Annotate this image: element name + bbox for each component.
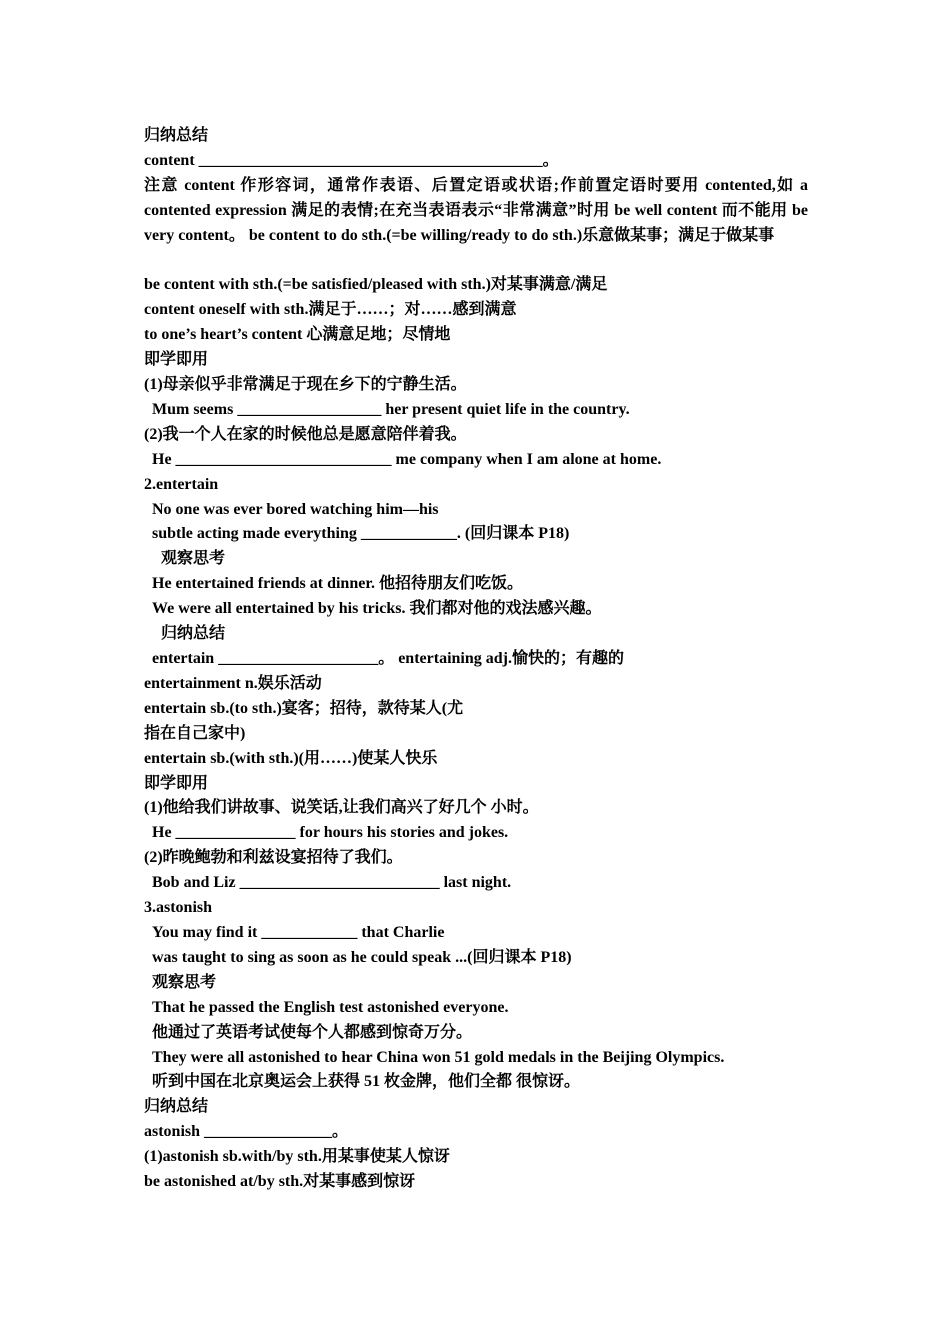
exercise-2-english: He ___________________________ me company when I am alone at home. [152, 450, 662, 468]
exercise-2-english: Bob and Liz _________________________ last night. [152, 874, 512, 892]
example-gold-medals-translation: 听到中国在北京奥运会上获得 51 枚金牌，他们全都 很惊讶。 [152, 1073, 581, 1091]
example-passed-test-translation: 他通过了英语考试使每个人都感到惊奇万分。 [152, 1023, 473, 1041]
textbook-sentence-line-2: subtle acting made everything ____________. (回归课本 P18) [152, 525, 570, 543]
phrase-entertain-with: entertain sb.(with sth.)(用……)使某人快乐 [144, 749, 438, 767]
section-heading-observe: 观察思考 [161, 550, 226, 568]
phrase-entertain-to-cont: 指在自己家中) [144, 724, 246, 742]
exercise-1-english: He _______________ for hours his stories and jokes. [152, 824, 509, 842]
example-passed-test: That he passed the English test astonished everyone. [152, 998, 509, 1016]
phrase-entertain-to: entertain sb.(to sth.)宴客；招待，款待某人(尤 [144, 699, 464, 717]
exercise-1-english: Mum seems __________________ her present quiet life in the country. [152, 400, 630, 418]
word-heading-astonish: 3.astonish [144, 899, 213, 917]
example-entertained-tricks: We were all entertained by his tricks. 我们都对他的戏法感兴趣。 [152, 600, 602, 618]
phrase-entertainment: entertainment n.娱乐活动 [144, 674, 322, 692]
blank-line [144, 249, 808, 274]
section-heading-observe: 观察思考 [152, 973, 217, 991]
fill-in-entertain: entertain ____________________。 entertaining adj.愉快的；有趣的 [152, 650, 624, 668]
section-heading-practice: 即学即用 [144, 774, 209, 792]
document-page [144, 124, 808, 1195]
example-entertained-friends: He entertained friends at dinner. 他招待朋友们吃饭。 [152, 575, 523, 593]
textbook-sentence-line-1: No one was ever bored watching him—his [152, 500, 439, 518]
word-heading-entertain: 2.entertain [144, 475, 219, 493]
note-paragraph: 注意 content 作形容词，通常作表语、后置定语或状语;作前置定语时要用 contented,如 a contented expression 满足的表情;在充当表语表示“非常满意”时用 be well content 而不能用 be very content。 be content to do sth.(=be willing/ready to do sth.)乐意做某事；满足于做某事 [144, 176, 808, 244]
phrase-astonish-with: (1)astonish sb.with/by sth.用某事使某人惊讶 [144, 1148, 450, 1166]
section-heading-summary: 归纳总结 [161, 625, 226, 643]
fill-in-content: content ___________________________________________。 [144, 151, 559, 169]
section-heading-summary: 归纳总结 [144, 127, 209, 144]
textbook-sentence-line-2: was taught to sing as soon as he could speak ...(回归课本 P18) [152, 948, 572, 966]
phrase-hearts-content: to one’s heart’s content 心满意足地；尽情地 [144, 326, 451, 344]
phrase-content-oneself: content oneself with sth.满足于……；对……感到满意 [144, 301, 517, 319]
fill-in-astonish: astonish ________________。 [144, 1123, 349, 1141]
section-heading-summary: 归纳总结 [144, 1098, 209, 1116]
textbook-sentence-line-1: You may find it ____________ that Charlie [152, 923, 445, 941]
exercise-1-chinese: (1)母亲似乎非常满足于现在乡下的宁静生活。 [144, 376, 467, 394]
section-heading-practice: 即学即用 [144, 351, 209, 369]
phrase-content-with: be content with sth.(=be satisfied/pleased with sth.)对某事满意/满足 [144, 276, 608, 294]
exercise-2-chinese: (2)昨晚鲍勃和利兹设宴招待了我们。 [144, 849, 403, 867]
example-gold-medals: They were all astonished to hear China won 51 gold medals in the Beijing Olympics. [152, 1048, 725, 1066]
exercise-2-chinese: (2)我一个人在家的时候他总是愿意陪伴着我。 [144, 425, 467, 443]
exercise-1-chinese: (1)他给我们讲故事、说笑话,让我们高兴了好几个 小时。 [144, 799, 539, 817]
phrase-astonished-at: be astonished at/by sth.对某事感到惊讶 [144, 1173, 416, 1191]
